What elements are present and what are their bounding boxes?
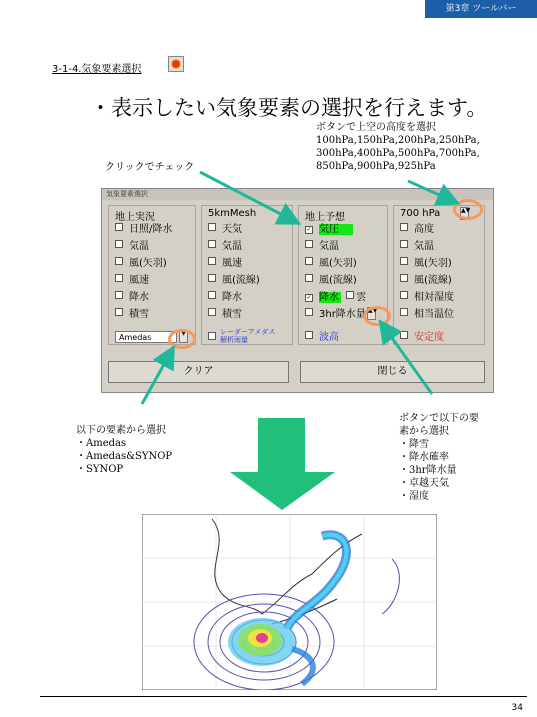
arrow-check xyxy=(200,172,296,222)
note-station-select: 以下の要素から選択 ・Amedas ・Amedas&SYNOP ・SYNOP xyxy=(76,425,173,475)
note-altitude: ボタンで上空の高度を選択 100hPa,150hPa,200hPa,250hPa, 300hPa,400hPa,500hPa,700hPa, 850hPa,900hPa,925hPa xyxy=(316,122,480,172)
checkbox-item[interactable]: 天気 xyxy=(208,223,242,237)
checkbox-item[interactable]: 相当温位 xyxy=(400,308,454,322)
chapter-tab: 第3章 ツールバー xyxy=(425,0,537,18)
checkbox-item[interactable]: 気温 xyxy=(115,240,149,254)
checkbox-item[interactable]: 積雪 xyxy=(208,308,242,322)
checkbox-item[interactable]: 風(流線) xyxy=(400,274,452,288)
down-arrow-icon xyxy=(230,418,335,510)
checkbox-item[interactable]: 気温 xyxy=(305,240,339,254)
checkbox-item[interactable]: 高度 xyxy=(400,223,434,237)
footer-rule xyxy=(40,696,527,697)
checkbox-checked[interactable]: ✓ xyxy=(306,294,312,301)
checkbox-item[interactable]: 風(流線) xyxy=(208,274,260,288)
checkbox-item[interactable]: 風速 xyxy=(208,257,242,271)
weather-map-image xyxy=(142,514,437,690)
arrow-station-select xyxy=(142,350,172,404)
checkbox-item[interactable]: 3hr降水量 xyxy=(305,308,366,322)
group-header: 5kmMesh xyxy=(208,208,257,219)
checkbox-item[interactable]: 波高 xyxy=(305,331,339,345)
lead-text: ・表示したい気象要素の選択を行えます。 xyxy=(90,96,488,120)
checkbox-item[interactable]: 安定度 xyxy=(400,331,444,345)
checkbox-item[interactable]: 風(矢羽) xyxy=(305,257,357,271)
altitude-spin-button[interactable]: ▲▼ xyxy=(460,207,469,220)
checkbox-item[interactable]: 日照/降水 xyxy=(115,223,172,237)
checkbox-item[interactable]: 風速 xyxy=(115,274,149,288)
checkbox-item[interactable]: 積雪 xyxy=(115,308,149,322)
chevron-down-icon[interactable]: ▼ xyxy=(179,330,188,343)
checkbox-item[interactable]: 相対湿度 xyxy=(400,291,454,305)
note-forecast-select: ボタンで以下の要 素から選択 ・降雪 ・降水確率 ・3hr降水量 ・卓越天気 ・湿度 xyxy=(399,413,479,502)
radar-amedas-label: レーダーアメダス解析雨量 xyxy=(220,328,276,344)
spin-button[interactable]: ▲▼ xyxy=(367,307,376,320)
checkbox-item[interactable]: 気温 xyxy=(208,240,242,254)
checkbox-item-checked[interactable]: ✓ 気圧 xyxy=(305,223,353,237)
station-select[interactable]: Amedas xyxy=(115,331,177,343)
arrow-forecast-select xyxy=(382,324,432,394)
group-header: 700 hPa xyxy=(400,208,441,219)
close-button[interactable]: 閉じる xyxy=(300,361,485,383)
checkbox-item[interactable]: 降水 xyxy=(208,291,242,305)
section-title: 3-1-4.気象要素選択 xyxy=(52,64,142,75)
checkbox-item[interactable]: 風(矢羽) xyxy=(400,257,452,271)
checkbox-item[interactable]: 降水 xyxy=(115,291,149,305)
group-header: 地上実況 xyxy=(115,212,155,223)
page-number: 34 xyxy=(511,703,523,713)
clear-button[interactable]: クリア xyxy=(108,361,289,383)
checkbox-item[interactable]: 風(矢羽) xyxy=(115,257,167,271)
dialog-title: 気象要素選択 xyxy=(102,189,493,200)
arrow-altitude xyxy=(408,181,455,202)
group-header: 地上予想 xyxy=(305,212,345,223)
checkbox-item-checked[interactable]: ✓ 降水 雲 xyxy=(306,292,367,303)
note-check: クリックでチェック xyxy=(105,162,195,173)
checkbox-item[interactable]: 気温 xyxy=(400,240,434,254)
checkbox-checked[interactable]: ✓ xyxy=(306,226,312,233)
checkbox-item[interactable]: 風(流線) xyxy=(305,274,357,288)
